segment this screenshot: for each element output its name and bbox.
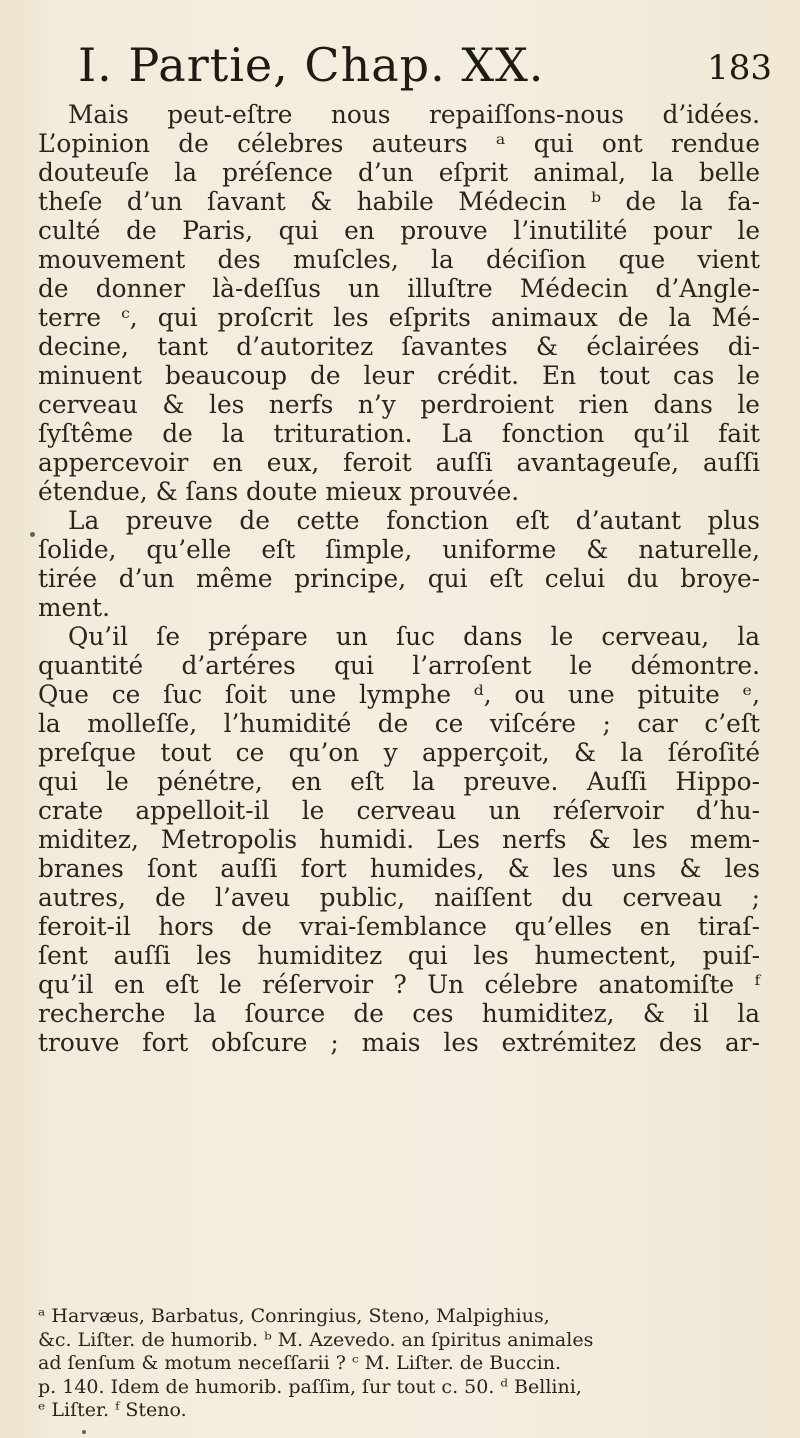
footnote-line: p. 140. Idem de humorib. paſſim, ſur tout c. 50. ᵈ Bellini, xyxy=(38,1375,582,1398)
footnote-line: ᵃ Harvæus, Barbatus, Conringius, Steno, Malpighius, xyxy=(38,1305,550,1327)
text-line: terre ᶜ, qui proſcrit les eſprits animaux de la Mé- xyxy=(38,303,760,332)
text-line: minuent beaucoup de leur crédit. En tout cas le xyxy=(38,361,760,390)
running-header xyxy=(78,38,772,98)
ink-spot xyxy=(30,532,35,537)
text-line: douteuſe la préſence d’un eſprit animal, la belle xyxy=(38,158,760,187)
text-line: trouve fort obſcure ; mais les extrémitez des ar- xyxy=(38,1028,760,1057)
text-line: de donner là-deſſus un illuſtre Médecin d’Angle- xyxy=(38,274,760,303)
text-line: preſque tout ce qu’on y apperçoit, & la ſéroſité xyxy=(38,738,760,767)
footnotes xyxy=(38,1305,760,1423)
text-line: Que ce ſuc ſoit une lymphe ᵈ, ou une pituite ᵉ, xyxy=(38,680,760,709)
footnote-line: ᵉ Liſter. ᶠ Steno. xyxy=(38,1399,187,1421)
text-line: ment. xyxy=(38,593,111,622)
text-line: Qu’il ſe prépare un ſuc dans le cerveau, la xyxy=(68,622,760,651)
text-line: culté de Paris, qui en prouve l’inutilité pour le xyxy=(38,216,760,245)
text-line: miditez, Metropolis humidi. Les nerfs & les mem- xyxy=(38,825,760,854)
text-line: decine, tant d’autoritez ſavantes & éclairées di- xyxy=(38,332,760,361)
text-line: crate appelloit-il le cerveau un réſervoir d’hu- xyxy=(38,796,760,825)
footnote-line: &c. Liſter. de humorib. ᵇ M. Azevedo. an ſpiritus animales xyxy=(38,1328,594,1351)
text-line: cerveau & les nerfs n’y perdroient rien dans le xyxy=(38,390,760,419)
text-line: autres, de l’aveu public, naiſſent du cerveau ; xyxy=(38,883,760,912)
text-line: la molleſſe, l’humidité de ce viſcére ; car c’eſt xyxy=(38,709,760,738)
text-line: ſent auſſi les humiditez qui les humectent, puiſ- xyxy=(38,941,760,970)
ink-spot xyxy=(82,1430,86,1434)
text-line: qui le pénétre, en eſt la preuve. Auſſi Hippo- xyxy=(38,767,760,796)
main-text xyxy=(38,100,760,1057)
text-line: tirée d’un même principe, qui eſt celui du broye- xyxy=(38,564,760,593)
footnote-line: ad ſenſum & motum neceſſarii ? ᶜ M. Liſter. de Buccin. xyxy=(38,1352,562,1374)
text-line: feroit-il hors de vrai-ſemblance qu’elles en tiraſ- xyxy=(38,912,760,941)
text-line: recherche la ſource de ces humiditez, & il la xyxy=(38,999,760,1028)
text-line: appercevoir en eux, feroit auſſi avantageuſe, auſſi xyxy=(38,448,760,477)
text-line: mouvement des muſcles, la déciſion que vient xyxy=(38,245,760,274)
text-line: L’opinion de célebres auteurs ᵃ qui ont rendue xyxy=(38,129,760,158)
text-line: branes ſont auſſi fort humides, & les uns & les xyxy=(38,854,760,883)
running-title: I. Partie, Chap. XX. xyxy=(78,38,545,92)
text-line: Mais peut-eſtre nous repaiſſons-nous d’idées. xyxy=(68,100,760,129)
text-line: La preuve de cette fonction eſt d’autant plus xyxy=(68,506,760,535)
text-line: qu’il en eſt le réſervoir ? Un célebre anatomiſte ᶠ xyxy=(38,970,760,999)
text-line: étendue, & ſans doute mieux prouvée. xyxy=(38,477,520,506)
text-line: ſyſtême de la trituration. La fonction qu’il fait xyxy=(38,419,760,448)
text-line: ſolide, qu’elle eſt ſimple, uniforme & naturelle, xyxy=(38,535,760,564)
page-number: 183 xyxy=(707,48,772,88)
text-line: quantité d’artéres qui l’arroſent le démontre. xyxy=(38,651,760,680)
text-line: theſe d’un ſavant & habile Médecin ᵇ de la fa- xyxy=(38,187,760,216)
